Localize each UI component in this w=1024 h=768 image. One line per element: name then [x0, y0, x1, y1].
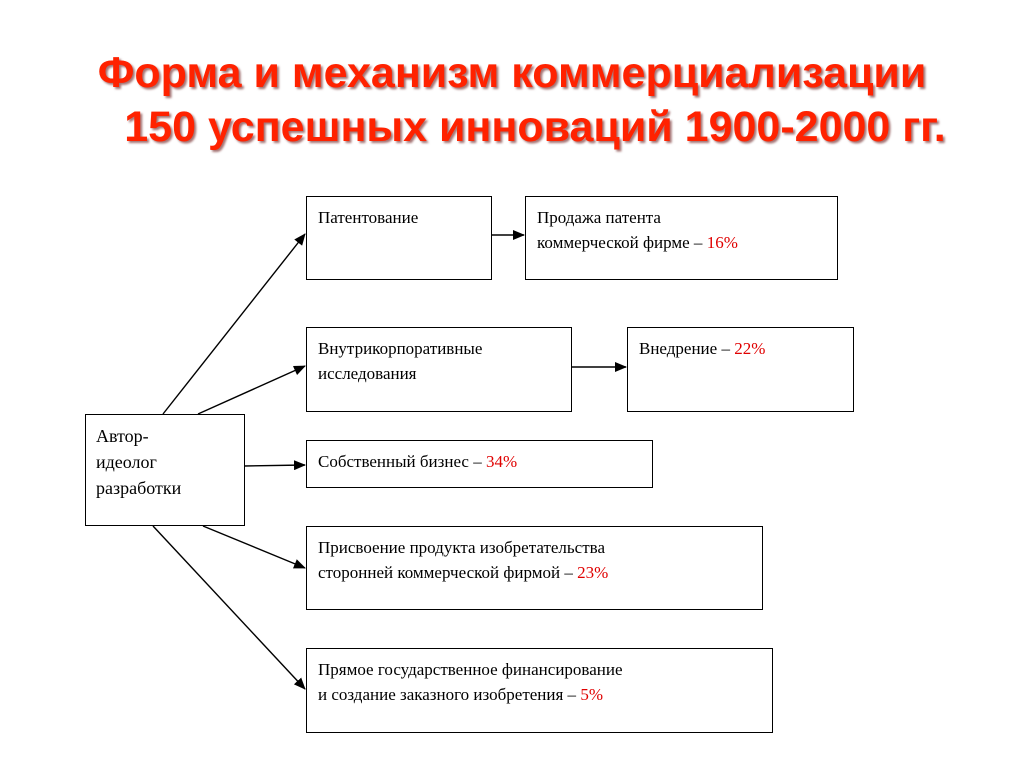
title-line-1: Форма и механизм коммерциализации	[97, 49, 927, 97]
patent-sale-percent: 16%	[706, 233, 738, 252]
state-funding-line-2	[318, 682, 762, 707]
appropriation-text: сторонней коммерческой фирмой –	[318, 563, 578, 582]
appropriation-percent: 23%	[577, 563, 609, 582]
state-funding-box	[306, 648, 773, 733]
author-line-3: разработки	[96, 478, 182, 498]
patent-sale-line-2	[537, 230, 827, 255]
implementation-line	[639, 336, 843, 361]
own-business-text: Собственный бизнес –	[318, 452, 486, 471]
arrow-author-to-appropriation	[203, 526, 305, 568]
title-line-2: 150 успешных инноваций 1900-2000 гг.	[124, 103, 946, 151]
internal-research-box	[306, 327, 572, 412]
patenting-box	[306, 196, 492, 280]
own-business-line	[318, 449, 642, 474]
implementation-text: Внедрение –	[639, 339, 735, 358]
own-business-box	[306, 440, 653, 488]
appropriation-line-2	[318, 560, 752, 585]
author-line-1: Автор-	[96, 426, 149, 446]
implementation-percent: 22%	[734, 339, 766, 358]
author-line-2: идеолог	[96, 452, 157, 472]
state-funding-line-1: Прямое государственное финансирование	[318, 660, 623, 679]
arrow-author-to-own-business	[244, 465, 305, 466]
internal-research-line-1: Внутрикорпоративные	[318, 339, 483, 358]
arrow-author-to-state-funding	[153, 526, 305, 689]
own-business-percent: 34%	[485, 452, 518, 471]
appropriation-box	[306, 526, 763, 610]
patent-sale-line-1: Продажа патента	[537, 208, 661, 227]
appropriation-line-1: Присвоение продукта изобретательства	[318, 538, 605, 557]
patent-sale-box	[525, 196, 838, 280]
patent-sale-text: коммерческой фирме –	[537, 233, 707, 252]
patenting-label: Патентование	[318, 208, 419, 227]
arrow-author-to-patenting	[163, 234, 305, 414]
internal-research-line-2: исследования	[318, 364, 417, 383]
state-funding-percent: 5%	[580, 685, 603, 704]
implementation-box	[627, 327, 854, 412]
state-funding-text: и создание заказного изобретения –	[318, 685, 581, 704]
author-box	[85, 414, 245, 526]
arrow-author-to-internal-research	[198, 366, 305, 414]
